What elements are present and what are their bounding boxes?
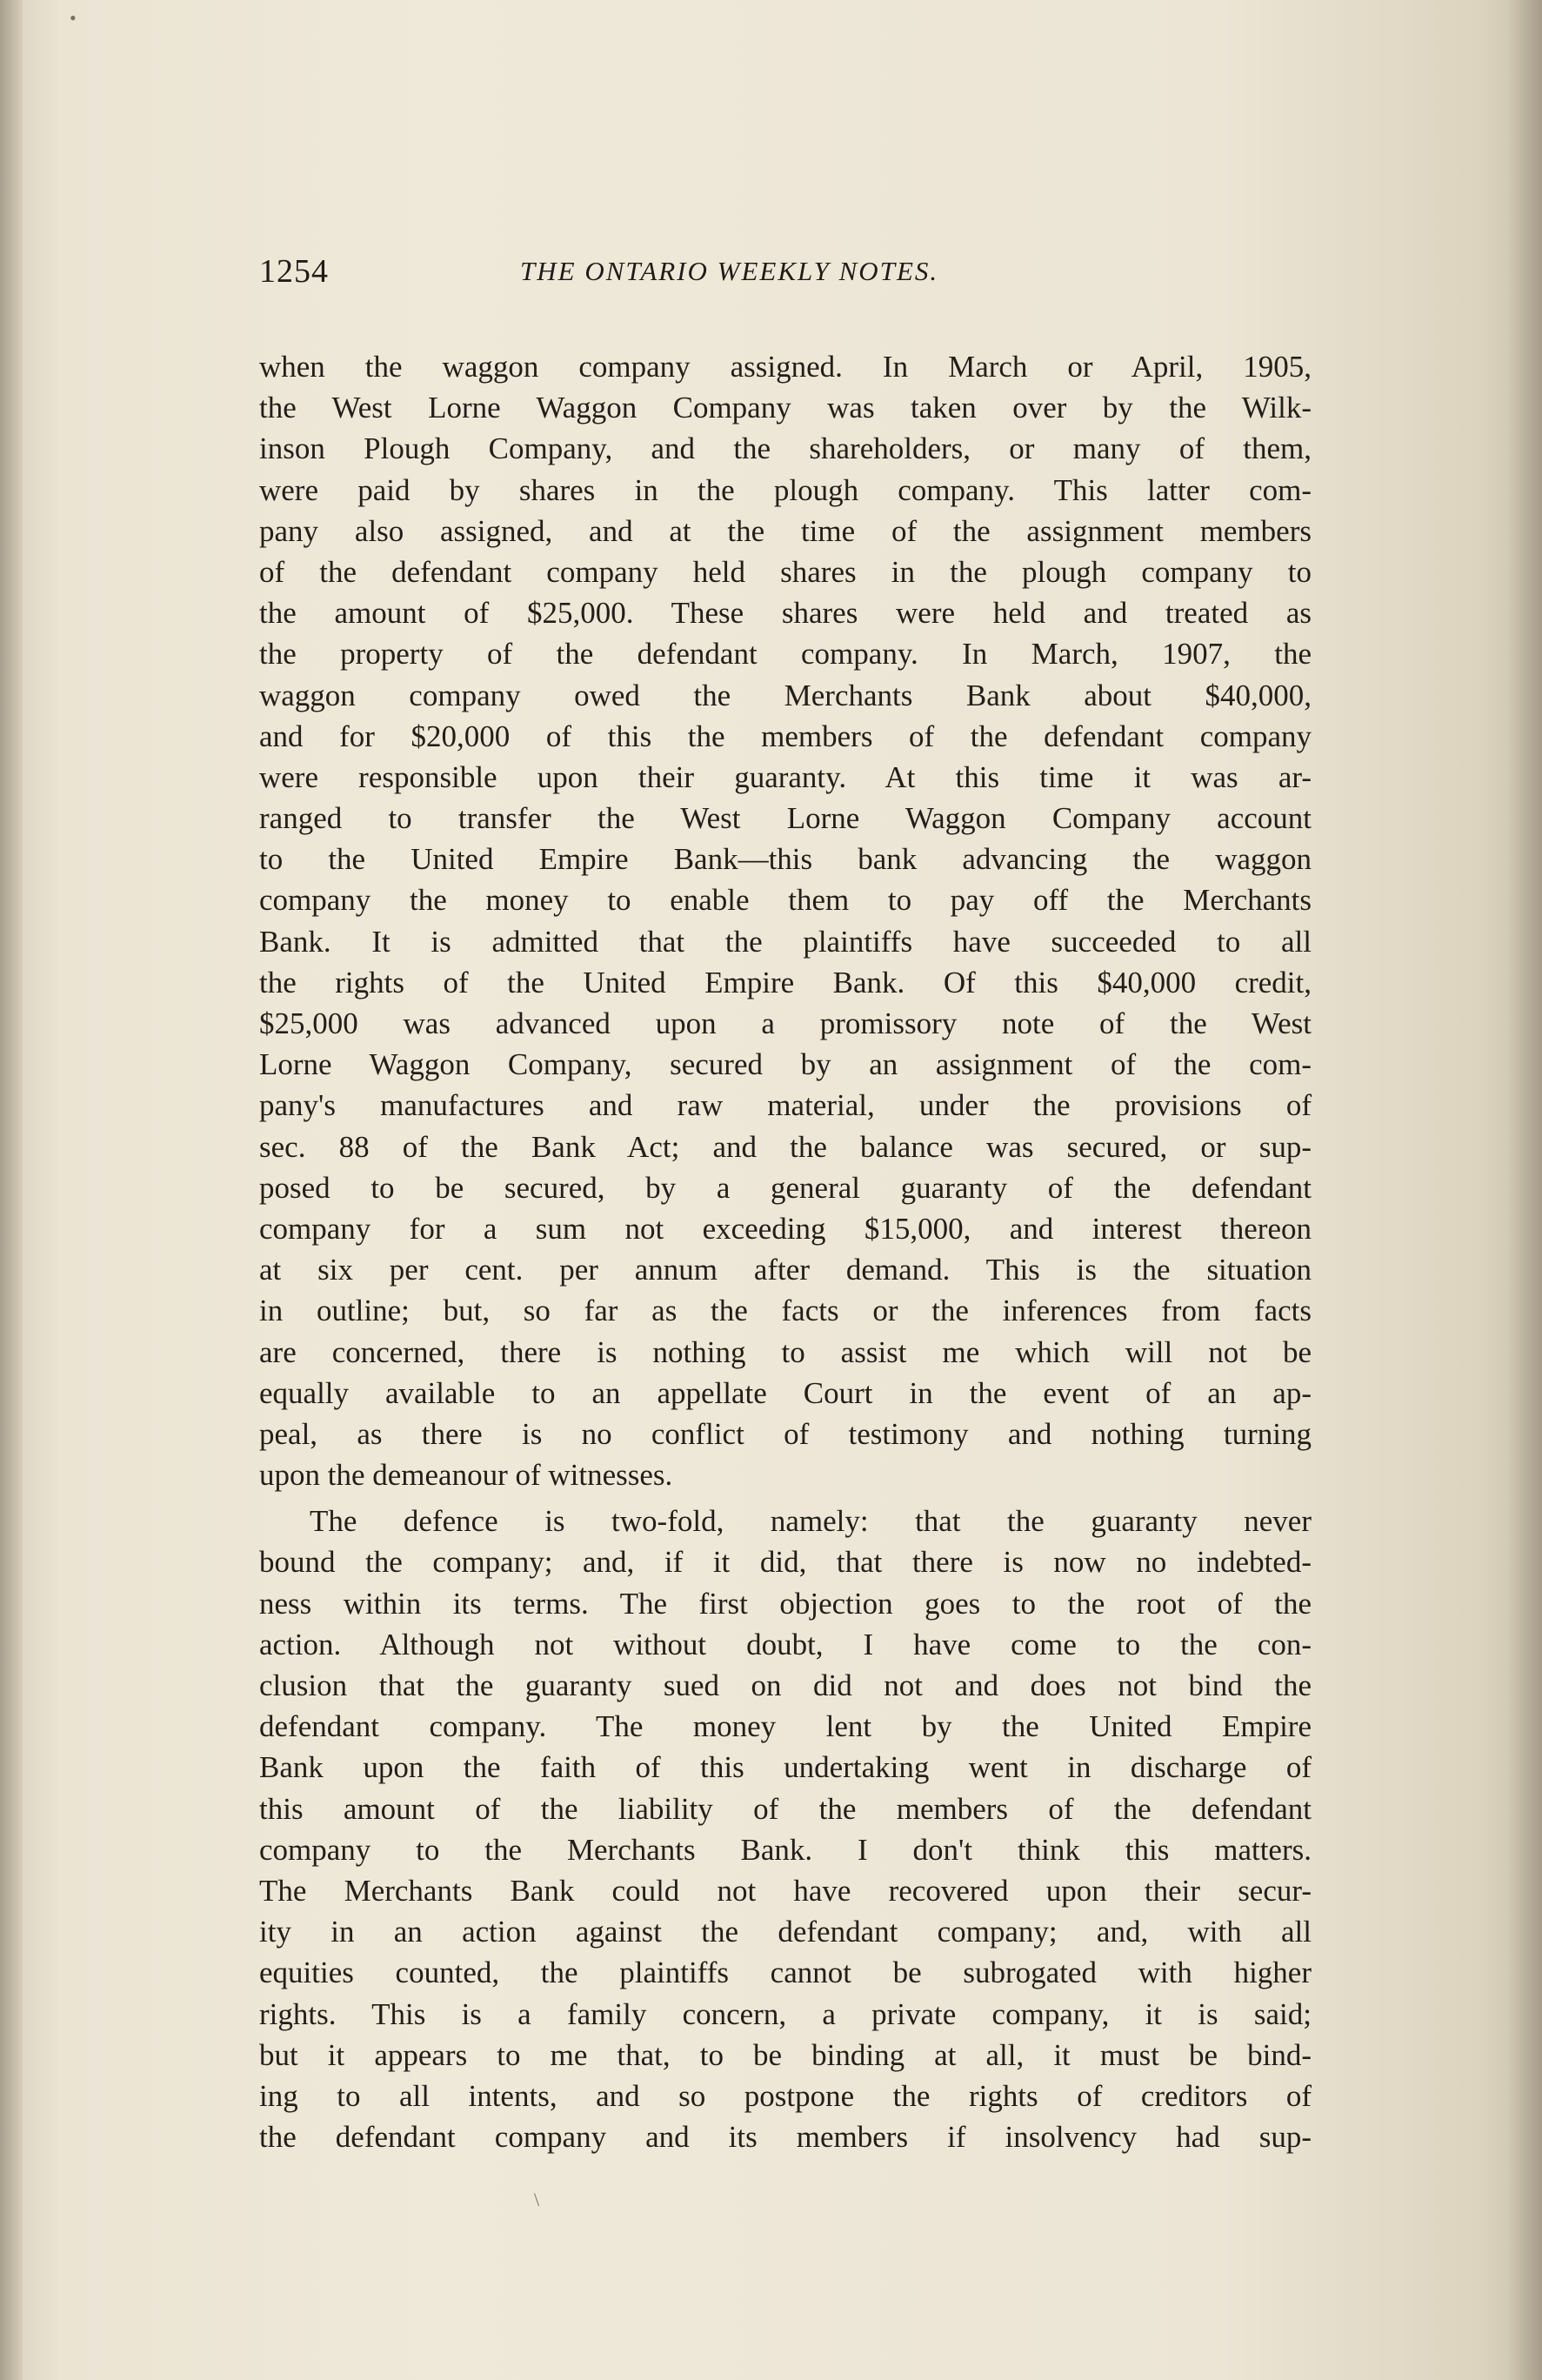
text-line: waggon company owed the Merchants Bank about $40,000, <box>259 678 1312 712</box>
text-line: Bank. It is admitted that the plaintiffs have succeeded to all <box>259 924 1312 959</box>
text-line: defendant company. The money lent by the United Empire <box>259 1709 1312 1744</box>
text-line: the amount of $25,000. These shares were held and treated as <box>259 596 1312 631</box>
text-line: were responsible upon their guaranty. At this time it was ar- <box>259 759 1312 794</box>
text-line: in outline; but, so far as the facts or the inferences from facts <box>259 1294 1312 1328</box>
ink-speck: \ <box>534 2189 540 2210</box>
text-line: when the waggon company assigned. In March or April, 1905, <box>259 350 1312 384</box>
text-line: of the defendant company held shares in the plough company to <box>259 554 1312 589</box>
body-text <box>259 346 1312 2157</box>
page-header <box>259 252 1312 304</box>
text-line: the rights of the United Empire Bank. Of this $40,000 credit, <box>259 965 1312 999</box>
paragraph-1 <box>259 346 1312 1495</box>
text-line: the defendant company and its members if insolvency had sup- <box>259 2120 1312 2155</box>
text-line: equities counted, the plaintiffs cannot be subrogated with higher <box>259 1955 1312 1990</box>
text-line: company to the Merchants Bank. I don't think this matters. <box>259 1832 1312 1867</box>
page-edge-shadow <box>1507 0 1542 2380</box>
text-line: inson Plough Company, and the shareholders, or many of them, <box>259 431 1312 466</box>
text-line: the property of the defendant company. In March, 1907, the <box>259 637 1312 672</box>
text-line: sec. 88 of the Bank Act; and the balance was secured, or sup- <box>259 1129 1312 1164</box>
page-number: 1254 <box>259 253 329 290</box>
text-line: this amount of the liability of the members of the defendant <box>259 1791 1312 1826</box>
text-line: were paid by shares in the plough company. This latter com- <box>259 472 1312 507</box>
paragraph-2 <box>259 1501 1312 2157</box>
text-line: Lorne Waggon Company, secured by an assignment of the com- <box>259 1047 1312 1082</box>
text-line: ranged to transfer the West Lorne Waggon Company account <box>259 801 1312 836</box>
text-line: posed to be secured, by a general guaranty of the defendant <box>259 1170 1312 1205</box>
text-line: clusion that the guaranty sued on did not and does not bind the <box>259 1668 1312 1702</box>
text-line: pany also assigned, and at the time of the assignment members <box>259 513 1312 548</box>
text-line: to the United Empire Bank—this bank advancing the waggon <box>259 842 1312 877</box>
text-line: upon the demeanour of witnesses. <box>259 1458 673 1493</box>
text-line: action. Although not without doubt, I have come to the con- <box>259 1627 1312 1661</box>
text-line: equally available to an appellate Court in the event of an ap- <box>259 1375 1312 1410</box>
text-line: The Merchants Bank could not have recovered upon their secur- <box>259 1873 1312 1908</box>
text-line: pany's manufactures and raw material, under the provisions of <box>259 1088 1312 1123</box>
text-line: Bank upon the faith of this undertaking went in discharge of <box>259 1750 1312 1785</box>
text-line: The defence is two-fold, namely: that the guaranty never <box>310 1504 1312 1539</box>
text-line: ity in an action against the defendant company; and, with all <box>259 1915 1312 1949</box>
spine-shadow <box>0 0 23 2380</box>
text-line: $25,000 was advanced upon a promissory note of the West <box>259 1006 1312 1040</box>
text-line: and for $20,000 of this the members of the defendant company <box>259 719 1312 753</box>
text-line: but it appears to me that, to be binding at all, it must be bind- <box>259 2037 1312 2072</box>
text-line: ness within its terms. The first objection goes to the root of the <box>259 1586 1312 1621</box>
text-line: company the money to enable them to pay off the Merchants <box>259 883 1312 918</box>
ink-speck: • <box>70 7 77 29</box>
text-line: bound the company; and, if it did, that there is now no indebted- <box>259 1545 1312 1580</box>
text-line: ing to all intents, and so postpone the rights of creditors of <box>259 2078 1312 2113</box>
text-line: rights. This is a family concern, a private company, it is said; <box>259 1996 1312 2031</box>
text-line: are concerned, there is nothing to assist me which will not be <box>259 1334 1312 1369</box>
running-title: THE ONTARIO WEEKLY NOTES. <box>520 256 939 286</box>
text-line: the West Lorne Waggon Company was taken over by the Wilk- <box>259 391 1312 425</box>
text-line: company for a sum not exceeding $15,000, and interest thereon <box>259 1211 1312 1246</box>
text-line: at six per cent. per annum after demand. This is the situation <box>259 1253 1312 1287</box>
text-line: peal, as there is no conflict of testimony and nothing turning <box>259 1416 1312 1451</box>
